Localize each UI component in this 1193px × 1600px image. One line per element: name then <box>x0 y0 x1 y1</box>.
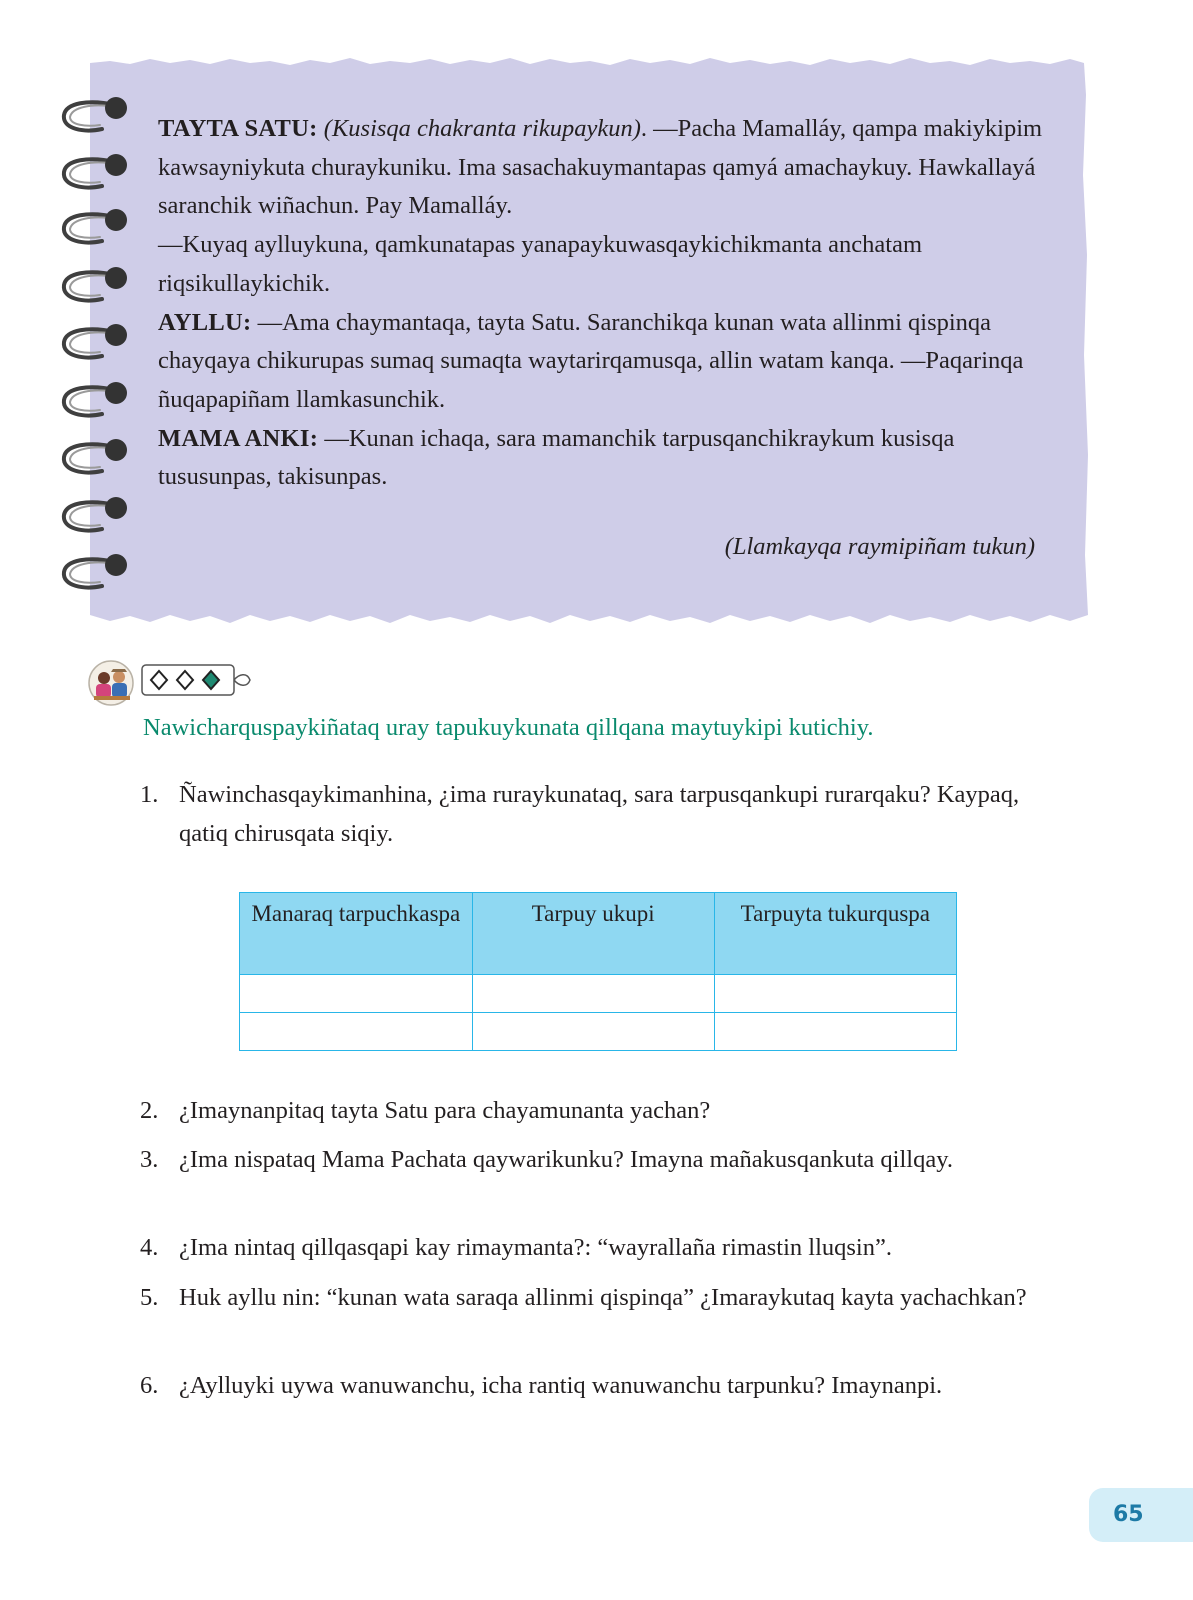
table-cell[interactable] <box>240 975 473 1013</box>
dialogue-line: —Kuyaq aylluykuna, qamkunatapas yanapaykuwasqaykichikmanta anchatam riqsikullaykichik. <box>158 231 923 297</box>
table-cell[interactable] <box>714 1013 956 1051</box>
dialogue-text <box>158 110 1058 497</box>
spiral-ring-icon <box>58 322 134 368</box>
question-text: Ñawinchasqaykimanhina, ¿ima ruraykunataq, sara tarpusqankupi rurarqaku? Kaypaq, qatiq chirusqata siqiy. <box>179 781 1020 847</box>
question-text: ¿Ima nispataq Mama Pachata qaywarikunku? Imayna mañakusqankuta qillqay. <box>179 1146 953 1173</box>
spiral-ring-icon <box>58 552 134 598</box>
spiral-ring-icon <box>58 207 134 253</box>
question-number: 3. <box>140 1146 159 1173</box>
dialogue-card <box>90 55 1090 630</box>
table-cell[interactable] <box>472 975 714 1013</box>
question-text: ¿Aylluyki uywa wanuwanchu, icha rantiq wanuwanchu tarpunku? Imaynanpi. <box>179 1372 943 1399</box>
dialogue-speaker3-paragraph <box>158 420 1058 497</box>
question-number: 1. <box>140 781 159 808</box>
question-item <box>140 1279 1040 1318</box>
speaker-name: TAYTA SATU: <box>158 115 318 142</box>
question-number: 2. <box>140 1097 159 1124</box>
question-number: 6. <box>140 1372 159 1399</box>
question-item <box>140 776 1040 853</box>
activity-table <box>239 892 957 1051</box>
spiral-ring-icon <box>58 380 134 426</box>
dialogue-line: —Kunan ichaqa, sara mamanchik tarpusqanchikraykum kusisqa tususunpas, takisunpas. <box>158 424 955 491</box>
dialogue-line: —Ama chaymantaqa, tayta Satu. Saranchikqa kunan wata allinmi qispinqa chayqaya chikurupas sumaq sumaqta waytarirqamusqa, allin watam kanqa. —Paqarinqa ñuqapapiñam llamkasunchik. <box>158 308 1024 413</box>
spiral-ring-icon <box>58 437 134 483</box>
table-header-cell: Manaraq tarpuchkaspa <box>240 893 473 975</box>
table-row <box>240 975 957 1013</box>
question-number: 5. <box>140 1284 159 1311</box>
table-cell[interactable] <box>472 1013 714 1051</box>
question-text: ¿Imaynanpitaq tayta Satu para chayamunanta yachan? <box>179 1097 711 1124</box>
dialogue-speaker1-paragraph <box>158 110 1058 226</box>
activity-marker <box>87 660 267 706</box>
spiral-ring-icon <box>58 495 134 541</box>
question-text: ¿Ima nintaq qillqasqapi kay rimaymanta?: “wayrallaña rimastin lluqsin”. <box>179 1234 892 1261</box>
dialogue-speaker2-paragraph <box>158 304 1058 420</box>
spiral-ring-icon <box>58 95 134 141</box>
students-avatar-icon <box>89 661 133 705</box>
spiral-ring-icon <box>58 152 134 198</box>
speaker-name: AYLLU: <box>158 308 252 336</box>
table-row <box>240 1013 957 1051</box>
stage-direction: (Kusisqa chakranta rikupaykun) <box>323 115 641 142</box>
page-number: 65 <box>1089 1488 1193 1542</box>
difficulty-level <box>142 665 250 695</box>
table-cell[interactable] <box>714 975 956 1013</box>
speaker-name: MAMA ANKI: <box>158 424 319 452</box>
table-cell[interactable] <box>240 1013 473 1051</box>
table-header-row <box>240 893 957 975</box>
table-header-cell: Tarpuyta tukurquspa <box>714 893 956 975</box>
question-item <box>140 1229 1040 1268</box>
spiral-ring-icon <box>58 265 134 311</box>
question-item <box>140 1367 1040 1406</box>
activity-instruction: Nawicharquspaykiñataq uray tapukuykunata qillqana maytuykipi kutichiy. <box>143 714 874 741</box>
source-caption: (Llamkayqa raymipiñam tukun) <box>724 533 1035 560</box>
dialogue-line: . —Pacha Mamalláy, qampa makiykipim kawsayniykuta churaykuniku. Ima sasachakuymantapas qamyá amachaykuy. Hawkallayá saranchik wiñachun. Pay Mamalláy. <box>158 115 1043 220</box>
question-item <box>140 1141 1040 1180</box>
table-header-cell: Tarpuy ukupi <box>472 893 714 975</box>
question-text: Huk ayllu nin: “kunan wata saraqa allinmi qispinqa” ¿Imaraykutaq kayta yachachkan? <box>179 1284 1027 1311</box>
question-item <box>140 1092 1040 1131</box>
question-number: 4. <box>140 1234 159 1261</box>
